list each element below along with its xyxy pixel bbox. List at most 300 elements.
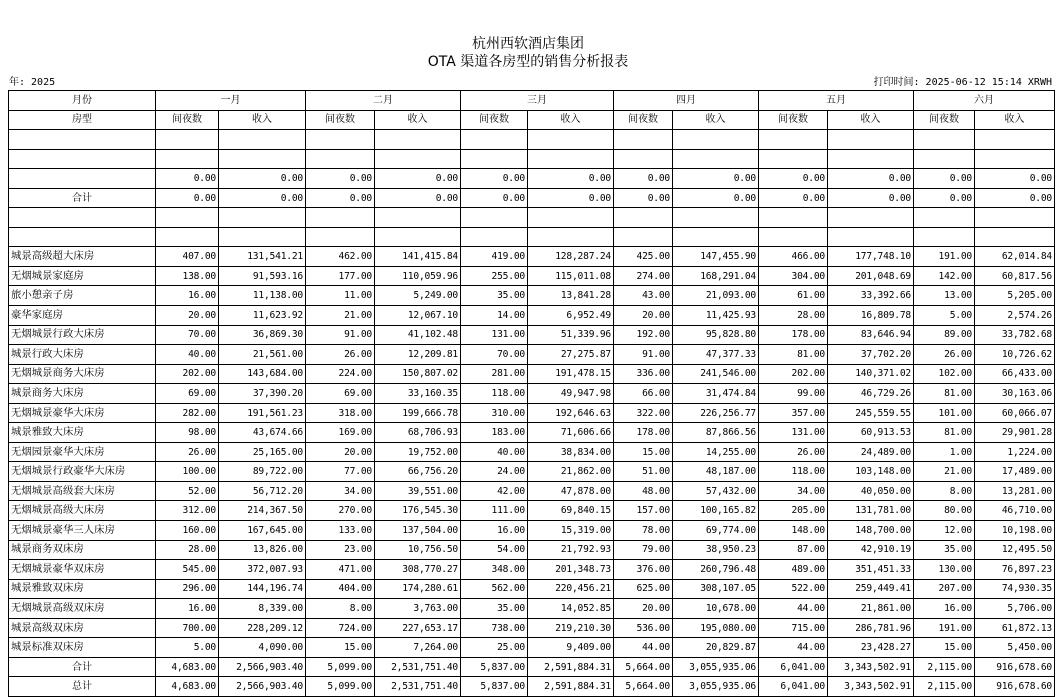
room-nights-cell: 16.00 [156,599,219,619]
room-nights-cell: 0.00 [614,169,673,189]
revenue-cell: 140,371.02 [828,364,914,384]
revenue-cell: 0.00 [375,188,461,208]
room-nights-header: 间夜数 [156,110,219,130]
room-nights-cell: 192.00 [614,325,673,345]
empty-cell [156,227,219,247]
spacer-row [9,227,1055,247]
room-type-label: 城景高级双床房 [9,618,156,638]
room-nights-cell: 69.00 [306,384,375,404]
room-nights-cell: 35.00 [914,540,975,560]
room-nights-cell: 270.00 [306,501,375,521]
revenue-cell: 14,255.00 [673,442,759,462]
revenue-cell: 2,566,903.40 [219,657,306,677]
revenue-cell: 11,623.92 [219,306,306,326]
revenue-cell: 195,080.00 [673,618,759,638]
room-nights-cell: 131.00 [759,423,828,443]
month-header-row [9,91,1055,111]
revenue-cell: 2,566,903.40 [219,677,306,697]
revenue-cell: 168,291.04 [673,266,759,286]
revenue-cell: 47,878.00 [528,481,614,501]
revenue-cell: 227,653.17 [375,618,461,638]
revenue-cell: 2,591,884.31 [528,677,614,697]
room-nights-cell: 724.00 [306,618,375,638]
room-nights-cell: 357.00 [759,403,828,423]
empty-cell [914,130,975,150]
room-nights-cell: 304.00 [759,266,828,286]
revenue-cell: 17,489.00 [975,462,1055,482]
revenue-cell: 260,796.48 [673,560,759,580]
room-nights-cell: 191.00 [914,618,975,638]
room-nights-cell: 148.00 [759,521,828,541]
room-nights-cell: 70.00 [156,325,219,345]
revenue-cell: 214,367.50 [219,501,306,521]
revenue-cell: 13,841.28 [528,286,614,306]
revenue-cell: 49,947.98 [528,384,614,404]
room-nights-cell: 6,041.00 [759,677,828,697]
revenue-cell: 68,706.93 [375,423,461,443]
room-nights-header: 间夜数 [306,110,375,130]
revenue-cell: 192,646.63 [528,403,614,423]
table-row [9,560,1055,580]
room-nights-cell: 25.00 [461,638,528,658]
revenue-cell: 241,546.00 [673,364,759,384]
room-nights-cell: 28.00 [759,306,828,326]
room-nights-cell: 376.00 [614,560,673,580]
room-nights-cell: 21.00 [306,306,375,326]
revenue-cell: 69,840.15 [528,501,614,521]
revenue-cell: 23,428.27 [828,638,914,658]
revenue-cell: 21,561.00 [219,345,306,365]
room-type-label: 城景雅致双床房 [9,579,156,599]
room-nights-cell: 44.00 [614,638,673,658]
empty-cell [9,149,156,169]
room-nights-cell: 12.00 [914,521,975,541]
revenue-cell: 21,861.00 [828,599,914,619]
revenue-cell: 12,067.10 [375,306,461,326]
room-nights-cell: 11.00 [306,286,375,306]
table-row [9,540,1055,560]
revenue-cell: 83,646.94 [828,325,914,345]
revenue-cell: 48,187.00 [673,462,759,482]
room-nights-cell: 34.00 [306,481,375,501]
revenue-cell: 2,531,751.40 [375,677,461,697]
empty-cell [461,227,528,247]
table-row [9,462,1055,482]
revenue-cell: 46,729.26 [828,384,914,404]
empty-cell [828,227,914,247]
table-row [9,364,1055,384]
revenue-cell: 128,287.24 [528,247,614,267]
room-nights-cell: 0.00 [306,188,375,208]
revenue-cell: 27,275.87 [528,345,614,365]
revenue-cell: 57,432.00 [673,481,759,501]
room-nights-cell: 0.00 [461,169,528,189]
report-title: OTA 渠道各房型的销售分析报表 [427,54,629,70]
revenue-cell: 21,093.00 [673,286,759,306]
revenue-cell: 0.00 [219,188,306,208]
revenue-cell: 141,415.84 [375,247,461,267]
room-nights-cell: 191.00 [914,247,975,267]
revenue-cell: 1,224.00 [975,442,1055,462]
room-nights-cell: 5.00 [914,306,975,326]
revenue-cell: 21,862.00 [528,462,614,482]
revenue-cell: 0.00 [975,188,1055,208]
empty-cell [219,149,306,169]
room-nights-cell: 81.00 [914,423,975,443]
table-row [9,247,1055,267]
room-nights-cell: 133.00 [306,521,375,541]
room-nights-cell: 160.00 [156,521,219,541]
room-nights-cell: 98.00 [156,423,219,443]
room-nights-cell: 101.00 [914,403,975,423]
room-nights-cell: 102.00 [914,364,975,384]
room-nights-cell: 15.00 [914,638,975,658]
report-body [9,130,1055,697]
room-nights-cell: 2,115.00 [914,677,975,697]
revenue-cell: 66,756.20 [375,462,461,482]
revenue-cell: 12,495.50 [975,540,1055,560]
room-nights-cell: 8.00 [914,481,975,501]
room-nights-cell: 202.00 [156,364,219,384]
revenue-cell: 95,828.80 [673,325,759,345]
revenue-cell: 4,090.00 [219,638,306,658]
month-col-label: 月份 [9,91,156,111]
revenue-cell: 16,809.78 [828,306,914,326]
revenue-header: 收入 [219,110,306,130]
room-nights-cell: 99.00 [759,384,828,404]
revenue-cell: 33,782.68 [975,325,1055,345]
revenue-cell: 372,007.93 [219,560,306,580]
month-header-mar: 三月 [461,91,614,111]
revenue-cell: 131,781.00 [828,501,914,521]
revenue-cell: 144,196.74 [219,579,306,599]
empty-cell [759,130,828,150]
room-nights-cell: 6,041.00 [759,657,828,677]
revenue-cell: 10,756.50 [375,540,461,560]
room-nights-cell: 16.00 [461,521,528,541]
table-row [9,638,1055,658]
room-nights-cell: 4,683.00 [156,677,219,697]
revenue-cell: 219,210.30 [528,618,614,638]
table-row [9,501,1055,521]
revenue-cell: 20,829.87 [673,638,759,658]
revenue-cell: 3,343,502.91 [828,677,914,697]
room-nights-cell: 312.00 [156,501,219,521]
revenue-cell: 100,165.82 [673,501,759,521]
room-type-label: 无烟城景高级双床房 [9,599,156,619]
revenue-cell: 37,702.20 [828,345,914,365]
revenue-cell: 6,952.49 [528,306,614,326]
revenue-cell: 916,678.60 [975,657,1055,677]
room-nights-cell: 26.00 [306,345,375,365]
room-nights-header: 间夜数 [614,110,673,130]
room-nights-cell: 21.00 [914,462,975,482]
room-nights-cell: 348.00 [461,560,528,580]
room-nights-cell: 15.00 [306,638,375,658]
room-nights-cell: 336.00 [614,364,673,384]
room-nights-cell: 42.00 [461,481,528,501]
room-nights-cell: 28.00 [156,540,219,560]
empty-cell [614,130,673,150]
pre-subtotal-row [9,188,1055,208]
room-nights-cell: 78.00 [614,521,673,541]
room-nights-cell: 0.00 [759,169,828,189]
room-nights-header: 间夜数 [759,110,828,130]
revenue-cell: 308,770.27 [375,560,461,580]
revenue-cell: 39,551.00 [375,481,461,501]
revenue-cell: 31,474.84 [673,384,759,404]
revenue-cell: 69,774.00 [673,521,759,541]
room-nights-cell: 66.00 [614,384,673,404]
table-row [9,384,1055,404]
revenue-cell: 115,011.08 [528,266,614,286]
revenue-cell: 47,377.33 [673,345,759,365]
table-row [9,618,1055,638]
revenue-cell: 150,807.02 [375,364,461,384]
room-type-label: 合计 [9,188,156,208]
month-header-may: 五月 [759,91,914,111]
room-type-label: 合计 [9,657,156,677]
table-row [9,481,1055,501]
room-nights-cell: 23.00 [306,540,375,560]
revenue-cell: 11,425.93 [673,306,759,326]
revenue-cell: 33,392.66 [828,286,914,306]
revenue-cell: 7,264.00 [375,638,461,658]
revenue-cell: 3,055,935.06 [673,677,759,697]
room-nights-cell: 0.00 [461,188,528,208]
revenue-cell: 2,531,751.40 [375,657,461,677]
room-nights-cell: 91.00 [306,325,375,345]
revenue-cell: 33,160.35 [375,384,461,404]
revenue-cell: 30,163.06 [975,384,1055,404]
room-nights-cell: 142.00 [914,266,975,286]
revenue-cell: 0.00 [375,169,461,189]
revenue-cell: 5,706.00 [975,599,1055,619]
revenue-header: 收入 [528,110,614,130]
revenue-cell: 143,684.00 [219,364,306,384]
revenue-cell: 3,343,502.91 [828,657,914,677]
table-row [9,423,1055,443]
room-nights-cell: 471.00 [306,560,375,580]
empty-cell [306,149,375,169]
room-nights-cell: 100.00 [156,462,219,482]
room-nights-cell: 20.00 [614,599,673,619]
room-nights-cell: 715.00 [759,618,828,638]
room-nights-cell: 20.00 [156,306,219,326]
empty-cell [156,208,219,228]
room-nights-cell: 40.00 [156,345,219,365]
room-nights-cell: 8.00 [306,599,375,619]
empty-cell [461,130,528,150]
empty-cell [156,130,219,150]
room-nights-cell: 522.00 [759,579,828,599]
room-type-label: 总计 [9,677,156,697]
revenue-cell: 308,107.05 [673,579,759,599]
room-nights-cell: 26.00 [759,442,828,462]
empty-cell [614,227,673,247]
room-nights-cell: 34.00 [759,481,828,501]
empty-cell [375,130,461,150]
room-nights-cell: 20.00 [306,442,375,462]
revenue-cell: 41,102.48 [375,325,461,345]
revenue-header: 收入 [828,110,914,130]
revenue-cell: 87,866.56 [673,423,759,443]
revenue-cell: 24,489.00 [828,442,914,462]
table-row [9,325,1055,345]
empty-cell [614,149,673,169]
room-type-label: 旅小憩亲子房 [9,286,156,306]
room-nights-cell: 404.00 [306,579,375,599]
empty-cell [156,149,219,169]
revenue-cell: 3,763.00 [375,599,461,619]
room-nights-cell: 61.00 [759,286,828,306]
room-nights-cell: 318.00 [306,403,375,423]
table-row [9,266,1055,286]
revenue-cell: 147,455.90 [673,247,759,267]
room-nights-cell: 562.00 [461,579,528,599]
revenue-cell: 60,066.07 [975,403,1055,423]
revenue-cell: 0.00 [673,169,759,189]
revenue-cell: 199,666.78 [375,403,461,423]
revenue-cell: 29,901.28 [975,423,1055,443]
revenue-cell: 13,826.00 [219,540,306,560]
room-nights-cell: 738.00 [461,618,528,638]
empty-cell [975,227,1055,247]
empty-cell [914,149,975,169]
empty-cell [306,227,375,247]
room-nights-cell: 425.00 [614,247,673,267]
room-nights-cell: 87.00 [759,540,828,560]
room-nights-cell: 207.00 [914,579,975,599]
revenue-cell: 8,339.00 [219,599,306,619]
revenue-cell: 10,198.00 [975,521,1055,541]
room-nights-cell: 13.00 [914,286,975,306]
revenue-header: 收入 [975,110,1055,130]
revenue-cell: 0.00 [219,169,306,189]
room-nights-cell: 282.00 [156,403,219,423]
empty-cell [914,208,975,228]
empty-cell [528,130,614,150]
revenue-cell: 56,712.20 [219,481,306,501]
room-nights-cell: 111.00 [461,501,528,521]
room-nights-header: 间夜数 [914,110,975,130]
room-nights-cell: 44.00 [759,638,828,658]
revenue-cell: 12,209.81 [375,345,461,365]
sales-report-table [8,90,1055,697]
room-type-label: 无烟园景豪华大床房 [9,442,156,462]
room-nights-cell: 81.00 [914,384,975,404]
revenue-cell: 74,930.35 [975,579,1055,599]
room-nights-cell: 0.00 [156,169,219,189]
revenue-cell: 91,593.16 [219,266,306,286]
room-nights-cell: 79.00 [614,540,673,560]
room-nights-cell: 169.00 [306,423,375,443]
room-nights-cell: 118.00 [759,462,828,482]
room-nights-cell: 26.00 [156,442,219,462]
revenue-cell: 42,910.19 [828,540,914,560]
room-nights-cell: 14.00 [461,306,528,326]
room-nights-cell: 489.00 [759,560,828,580]
room-nights-cell: 54.00 [461,540,528,560]
revenue-header: 收入 [375,110,461,130]
empty-cell [975,130,1055,150]
table-row [9,345,1055,365]
revenue-cell: 66,433.00 [975,364,1055,384]
revenue-cell: 2,591,884.31 [528,657,614,677]
room-nights-cell: 0.00 [914,169,975,189]
room-nights-cell: 16.00 [156,286,219,306]
room-type-label: 城景商务双床房 [9,540,156,560]
room-nights-cell: 419.00 [461,247,528,267]
revenue-cell: 916,678.60 [975,677,1055,697]
empty-cell [673,130,759,150]
revenue-cell: 201,048.69 [828,266,914,286]
room-nights-cell: 536.00 [614,618,673,638]
spacer-row [9,208,1055,228]
revenue-cell: 11,138.00 [219,286,306,306]
room-type-label: 无烟城景豪华双床房 [9,560,156,580]
month-header-apr: 四月 [614,91,759,111]
revenue-cell: 148,700.00 [828,521,914,541]
room-nights-cell: 16.00 [914,599,975,619]
print-time: 打印时间: 2025-06-12 15:14 XRWH [873,77,1052,88]
room-nights-cell: 91.00 [614,345,673,365]
room-type-label: 城景雅致大床房 [9,423,156,443]
room-nights-cell: 69.00 [156,384,219,404]
revenue-cell: 62,014.84 [975,247,1055,267]
room-nights-cell: 89.00 [914,325,975,345]
room-nights-cell: 5.00 [156,638,219,658]
table-row [9,442,1055,462]
table-row [9,599,1055,619]
report-year: 年: 2025 [9,77,56,88]
empty-cell [306,208,375,228]
room-nights-cell: 20.00 [614,306,673,326]
room-nights-cell: 2,115.00 [914,657,975,677]
room-nights-cell: 35.00 [461,286,528,306]
empty-cell [759,227,828,247]
room-nights-cell: 5,099.00 [306,657,375,677]
room-nights-cell: 138.00 [156,266,219,286]
empty-cell [673,227,759,247]
room-type-label: 城景商务大床房 [9,384,156,404]
room-nights-cell: 5,837.00 [461,657,528,677]
room-nights-cell: 274.00 [614,266,673,286]
revenue-cell: 176,545.30 [375,501,461,521]
revenue-cell: 177,748.10 [828,247,914,267]
room-nights-cell: 255.00 [461,266,528,286]
empty-cell [673,208,759,228]
empty-cell [828,208,914,228]
room-nights-cell: 4,683.00 [156,657,219,677]
room-nights-cell: 625.00 [614,579,673,599]
room-nights-cell: 5,664.00 [614,677,673,697]
room-nights-cell: 281.00 [461,364,528,384]
revenue-cell: 2,574.26 [975,306,1055,326]
room-nights-cell: 0.00 [306,169,375,189]
room-type-label: 豪华家庭房 [9,306,156,326]
room-nights-cell: 296.00 [156,579,219,599]
empty-cell [219,130,306,150]
revenue-cell: 25,165.00 [219,442,306,462]
empty-cell [975,149,1055,169]
sub-header-row [9,110,1055,130]
room-nights-cell: 130.00 [914,560,975,580]
empty-cell [528,149,614,169]
revenue-cell: 10,726.62 [975,345,1055,365]
revenue-cell: 0.00 [975,169,1055,189]
revenue-cell: 15,319.00 [528,521,614,541]
